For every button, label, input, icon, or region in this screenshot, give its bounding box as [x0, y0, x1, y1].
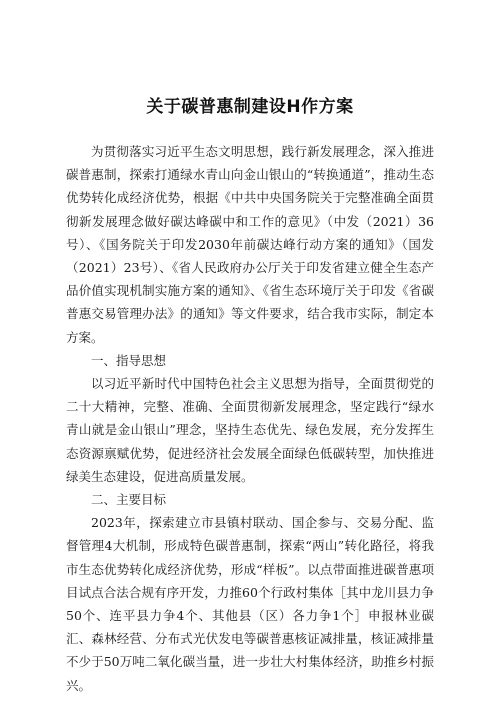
section-heading-guiding-ideology: 一、指导思想	[91, 352, 167, 368]
document-title: 关于碳普惠制建设H作方案	[146, 97, 354, 117]
intro-paragraph: 为贯彻落实习近平生态文明思想，践行新发展理念，深入推进碳普惠制，探索打通绿水青山向金山银山的“转换通道”，推动生态优势转化成经济优势，根据《中共中央国务院关于完整准确全面贯彻新发展理念做好碳达峰碳中和工作的意见》（中发（2021）36号）、《国务院关于印发2030年前碳达峰行动方案的通知》（国发（2021）23号）、《省人民政府办公厅关于印发省建立健全生态产品价值实现机制实施方案的通知》、《省生态环境厅关于印发《省碳普惠交易管理办法》的通知》等文件要求，结合我市实际，制定本方案。	[66, 144, 434, 345]
section-heading-main-goals: 二、主要目标	[91, 492, 167, 508]
guiding-ideology-paragraph: 以习近平新时代中国特色社会主义思想为指导，全面贯彻党的二十大精神，完整、准确、全面贯彻新发展理念，坚定践行“绿水青山就是金山银山”理念，坚持生态优先、绿色发展，充分发挥生态资源禀赋优势，促进经济社会发展全面绿色低碳转型，加快推进绿美生态建设，促进高质量发展。	[66, 376, 434, 484]
document-body	[66, 140, 434, 697]
main-goals-paragraph: 2023年，探索建立市县镇村联动、国企参与、交易分配、监督管理4大机制，形成特色碳普惠制，探索“两山”转化路径，将我市生态优势转化成经济优势，形成“样板”。以点带面推进碳普惠项目试点合法合规有序开发，力推60个行政村集体［其中龙川县力争50个、连平县力争4个、其他县（区）各力争1个］申报林业碳汇、森林经营、分布式光伏发电等碳普惠核证减排量，核证减排量不少于50万吨二氧化碳当量，进一步壮大村集体经济，助推乡村振兴。	[66, 515, 434, 693]
